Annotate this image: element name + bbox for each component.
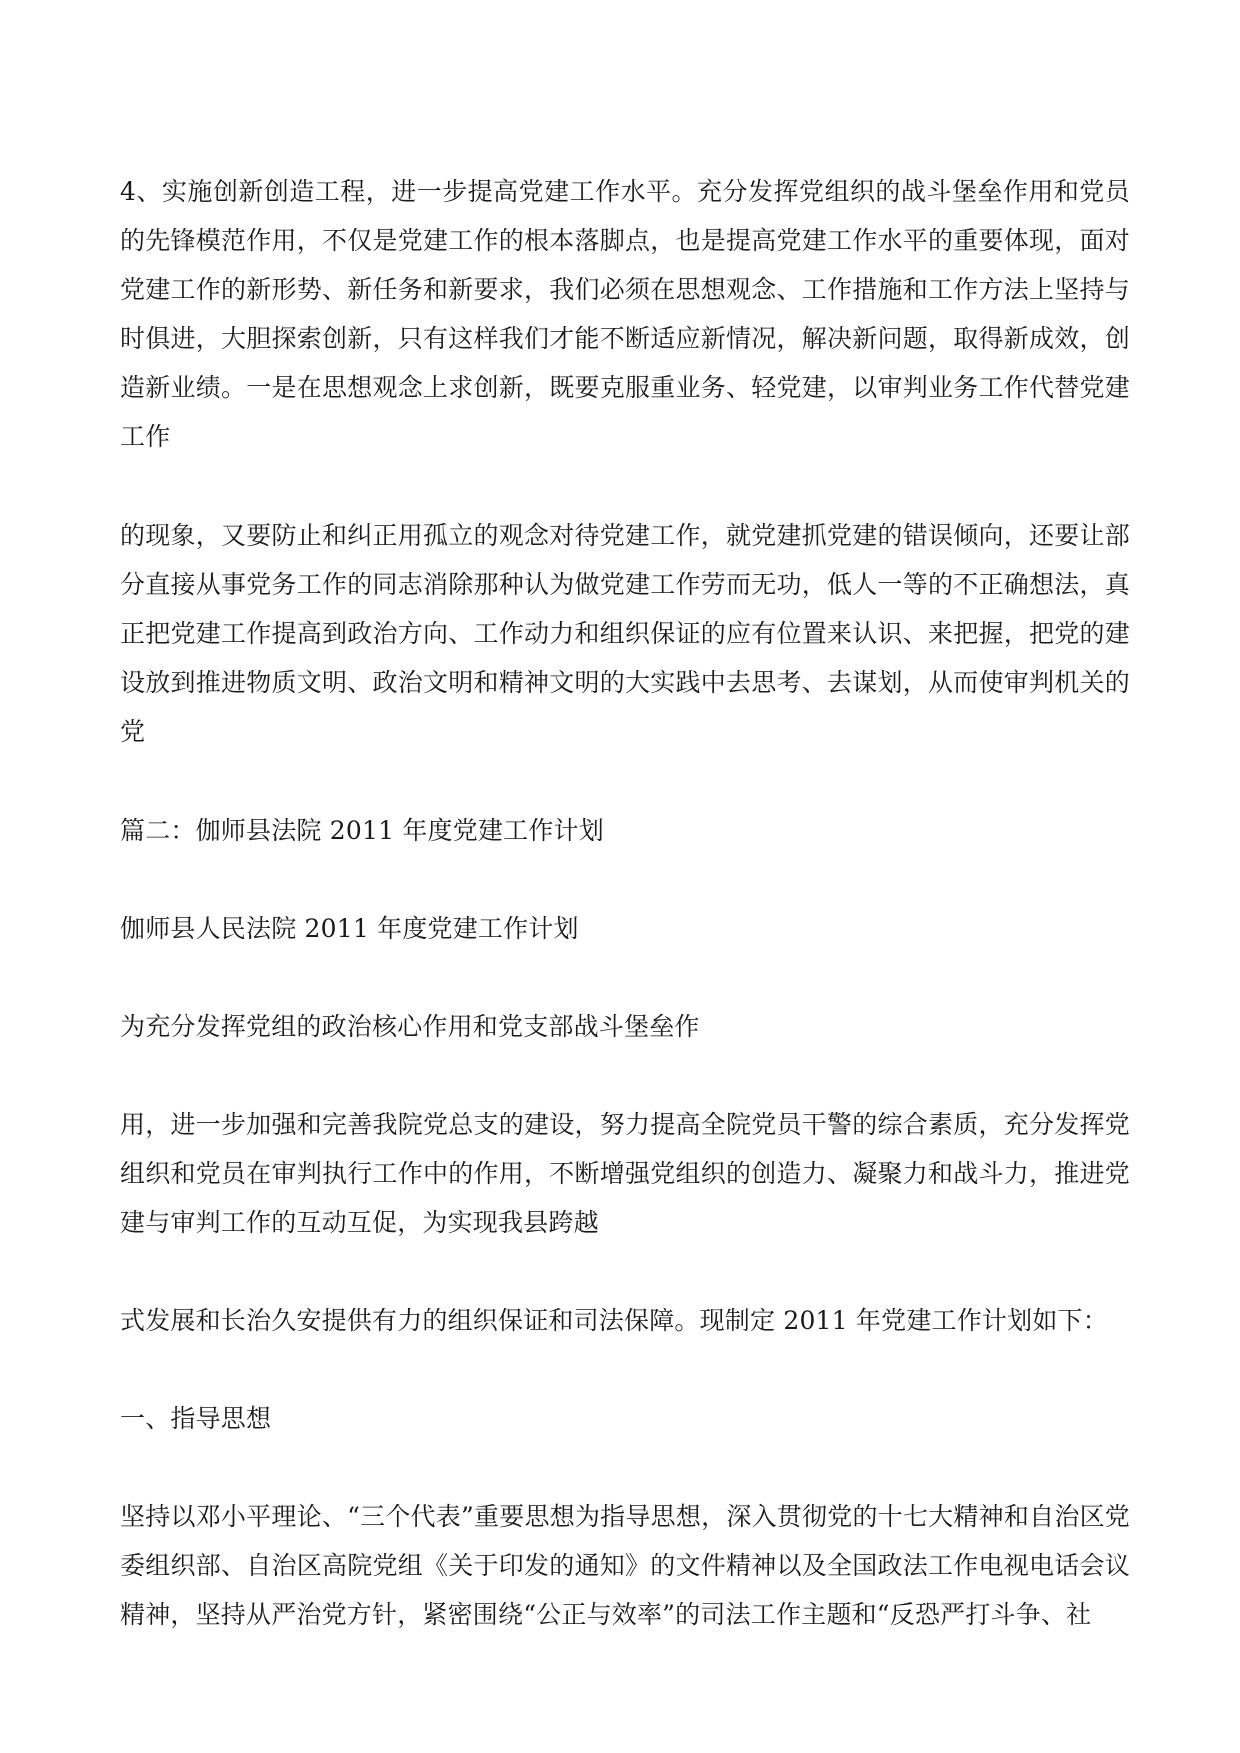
section-heading-part-two: 篇二：伽师县法院 2011 年度党建工作计划 (120, 816, 604, 845)
paragraph-guiding-ideology: 坚持以邓小平理论、“三个代表”重要思想为指导思想，深入贯彻党的十七大精神和自治区党委组织部、自治区高院党组《关于印发的通知》的文件精神以及全国政法工作电视电话会议精神，坚持从严治党方针，紧密围绕“公正与效率”的司法工作主题和“反恐严打斗争、社 (120, 1502, 1130, 1629)
heading-guiding-ideology: 一、指导思想 (120, 1404, 272, 1433)
paragraph-intro-body: 用，进一步加强和完善我院党总支的建设，努力提高全院党员干警的综合素质，充分发挥党组织和党员在审判执行工作中的作用，不断增强党组织的创造力、凝聚力和战斗力，推进党建与审判工作的互动互促，为实现我县跨越 (120, 1110, 1130, 1237)
document-title: 伽师县人民法院 2011 年度党建工作计划 (120, 914, 579, 943)
paragraph-continuation: 的现象，又要防止和纠正用孤立的观念对待党建工作，就党建抓党建的错误倾向，还要让部分直接从事党务工作的同志消除那种认为做党建工作劳而无功，低人一等的不正确想法，真正把党建工作提高到政治方向、工作动力和组织保证的应有位置来认识、来把握，把党的建设放到推进物质文明、政治文明和精神文明的大实践中去思考、去谋划，从而使审判机关的党 (120, 521, 1130, 746)
paragraph-innovation-project: 4、实施创新创造工程，进一步提高党建工作水平。充分发挥党组织的战斗堡垒作用和党员的先锋模范作用，不仅是党建工作的根本落脚点，也是提高党建工作水平的重要体现，面对党建工作的新形势、新任务和新要求，我们必须在思想观念、工作措施和工作方法上坚持与时俱进，大胆探索创新，只有这样我们才能不断适应新情况，解决新问题，取得新成效，创造新业绩。一是在思想观念上求创新，既要克服重业务、轻党建，以审判业务工作代替党建工作 (120, 177, 1130, 451)
paragraph-intro-start: 为充分发挥党组的政治核心作用和党支部战斗堡垒作 (120, 1012, 700, 1041)
paragraph-intro-end: 式发展和长治久安提供有力的组织保证和司法保障。现制定 2011 年党建工作计划如下： (120, 1306, 1108, 1335)
